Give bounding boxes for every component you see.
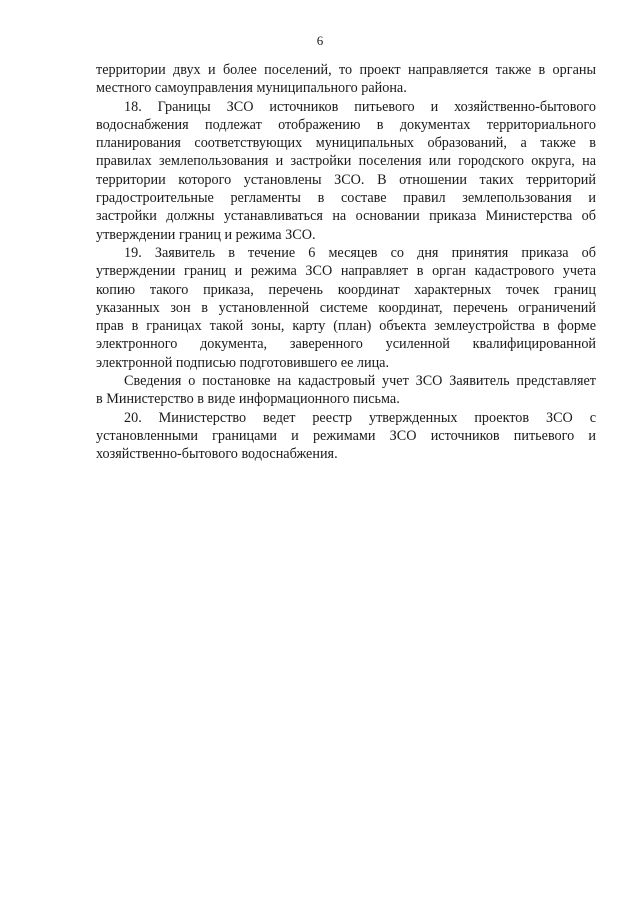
- text-line: правилах землепользования и застройки поселения или городского округа, на: [96, 153, 596, 170]
- text-line: электронной подписью подготовившего ее лица.: [96, 354, 390, 371]
- text-line: копию такого приказа, перечень координат характерных точек границ: [96, 281, 596, 298]
- text-line: 18. Границы ЗСО источников питьевого и хозяйственно-бытового: [124, 98, 596, 115]
- text-line: хозяйственно-бытового водоснабжения.: [96, 446, 338, 463]
- text-line: установленными границами и режимами ЗСО источников питьевого и: [96, 427, 596, 444]
- text-line: утверждении границ и режима ЗСО направляет в орган кадастрового учета: [96, 263, 596, 280]
- text-line: в Министерство в виде информационного письма.: [96, 391, 400, 408]
- document-body: [96, 61, 596, 464]
- text-line: указанных зон в установленной системе координат, перечень ограничений: [96, 299, 596, 316]
- text-line: Сведения о постановке на кадастровый учет ЗСО Заявитель представляет: [124, 373, 596, 390]
- text-line: застройки должны устанавливаться на основании приказа Министерства об: [96, 208, 596, 225]
- text-line: водоснабжения подлежат отображению в документах территориального: [96, 116, 596, 133]
- text-line: электронного документа, заверенного усиленной квалифицированной: [96, 336, 596, 353]
- paragraph-item-19: [96, 244, 596, 372]
- text-line: 19. Заявитель в течение 6 месяцев со дня принятия приказа об: [124, 244, 596, 261]
- text-line: территории которого установлены ЗСО. В отношении таких территорий: [96, 171, 596, 188]
- text-line: местного самоуправления муниципального района.: [96, 80, 407, 97]
- paragraph-item-20: [96, 409, 596, 464]
- text-line: градостроительные регламенты в составе правил землепользования и: [96, 190, 596, 207]
- paragraph-item-18: [96, 98, 596, 244]
- paragraph-continuation: [96, 61, 596, 98]
- page-number: 6: [316, 33, 324, 48]
- text-line: 20. Министерство ведет реестр утвержденных проектов ЗСО с: [124, 409, 596, 426]
- text-line: планирования соответствующих муниципальных образований, а также в: [96, 135, 596, 152]
- text-line: территории двух и более поселений, то проект направляется также в органы: [96, 62, 596, 78]
- text-line: утверждении границ и режима ЗСО.: [96, 226, 316, 243]
- text-line: прав в границах такой зоны, карту (план) объекта землеустройства в форме: [96, 318, 596, 335]
- paragraph-cadastral-info: [96, 372, 596, 409]
